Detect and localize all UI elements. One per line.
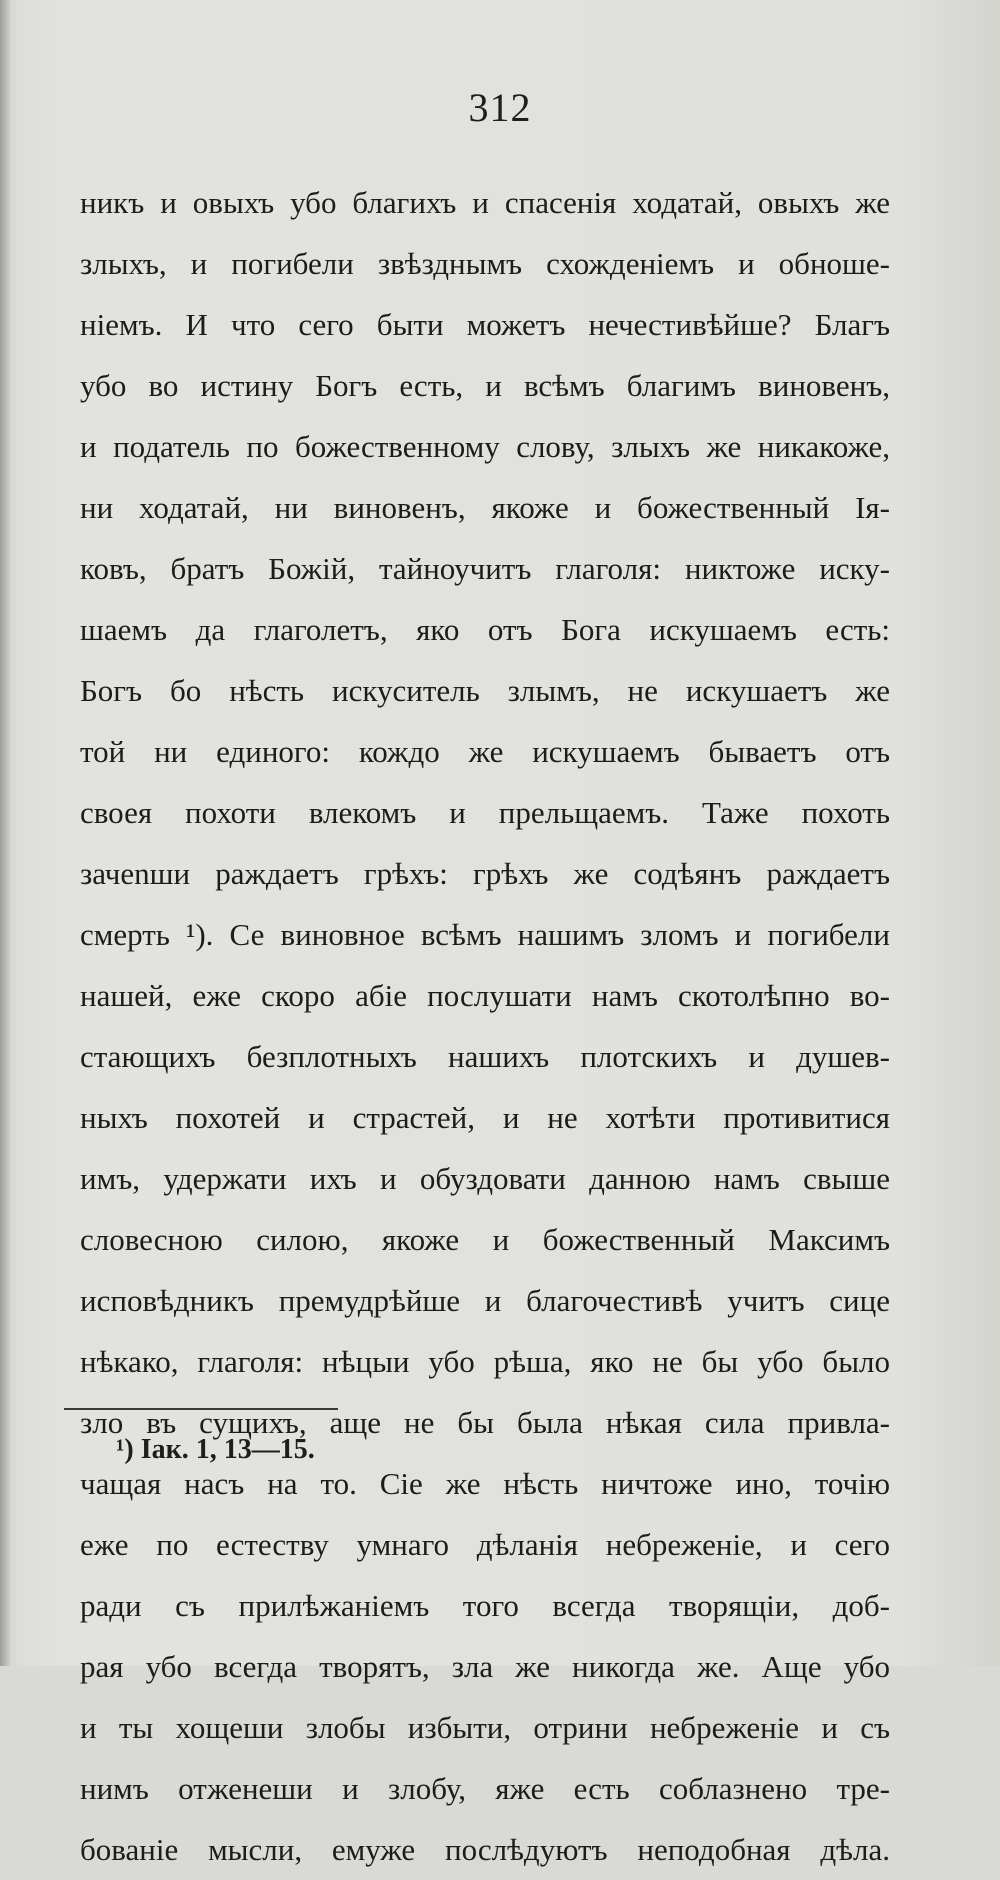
text-line: нашей, еже скоро абіе послушати намъ скотолѣпно во-: [80, 978, 890, 1013]
text-line: ни ходатай, ни виновенъ, якоже и божественный Ія-: [80, 490, 890, 525]
text-line: ныхъ похотей и страстей, и не хотѣти противитися: [80, 1100, 890, 1135]
text-line: стающихъ безплотныхъ нашихъ плотскихъ и душев-: [80, 1039, 890, 1074]
text-line: ніемъ. И что сего быти можетъ нечестивѣйше? Благъ: [80, 307, 890, 342]
text-line: бованіе мысли, емуже послѣдуютъ неподобная дѣла.: [80, 1832, 890, 1867]
text-line: шаемъ да глаголетъ, яко отъ Бога искушаемъ есть:: [80, 612, 890, 647]
text-line: ковъ, братъ Божій, тайноучитъ глаголя: никтоже иску-: [80, 551, 890, 586]
text-line: чащая насъ на то. Сіе же нѣсть ничтоже ино, точію: [80, 1466, 890, 1501]
body-text: [80, 172, 890, 1880]
text-line: и податель по божественному слову, злыхъ же никакоже,: [80, 429, 890, 464]
footnote-text: Іак. 1, 13—15.: [140, 1434, 315, 1465]
text-line: еже по естеству умнаго дѣланія небреженіе, и сего: [80, 1527, 890, 1562]
text-line: своея похоти влекомъ и прельщаемъ. Таже похоть: [80, 795, 890, 830]
text-line: той ни единого: кождо же искушаемъ бываетъ отъ: [80, 734, 890, 769]
text-line: убо во истину Богъ есть, и всѣмъ благимъ виновенъ,: [80, 368, 890, 403]
text-line: словесною силою, якоже и божественный Максимъ: [80, 1222, 890, 1257]
text-line: ради съ прилѣжаніемъ того всегда творящіи, доб-: [80, 1588, 890, 1623]
text-line: Богъ бо нѣсть искуситель злымъ, не искушаетъ же: [80, 673, 890, 708]
text-line: нѣкако, глаголя: нѣцыи убо рѣша, яко не бы убо было: [80, 1344, 890, 1379]
text-line: смерть ¹). Се виновное всѣмъ нашимъ зломъ и погибели: [80, 917, 890, 952]
text-line: и ты хощеши злобы избыти, отрини небреженіе и съ: [80, 1710, 890, 1745]
footnote-marker: ¹): [116, 1434, 134, 1465]
footnote: [116, 1428, 315, 1472]
text-line: зло въ сущихъ, аще не бы была нѣкая сила привла-: [80, 1405, 890, 1440]
text-line: исповѣдникъ премудрѣйше и благочестивѣ учитъ сице: [80, 1283, 890, 1318]
text-line: злыхъ, и погибели звѣзднымъ схожденіемъ и обноше-: [80, 246, 890, 281]
page-number: 312: [468, 85, 532, 130]
text-line: никъ и овыхъ убо благихъ и спасенія ходатай, овыхъ же: [80, 185, 890, 220]
page-edge-shadow: [0, 0, 10, 1666]
text-line: имъ, удержати ихъ и обуздовати данною намъ свыше: [80, 1161, 890, 1196]
text-line: нимъ отженеши и злобу, яже есть соблазнено тре-: [80, 1771, 890, 1806]
text-line: рая убо всегда творятъ, зла же никогда же. Аще убо: [80, 1649, 890, 1684]
text-line: зачеnши раждаетъ грѣхъ: грѣхъ же содѣянъ раждаетъ: [80, 856, 890, 891]
footnote-divider: [64, 1408, 338, 1410]
